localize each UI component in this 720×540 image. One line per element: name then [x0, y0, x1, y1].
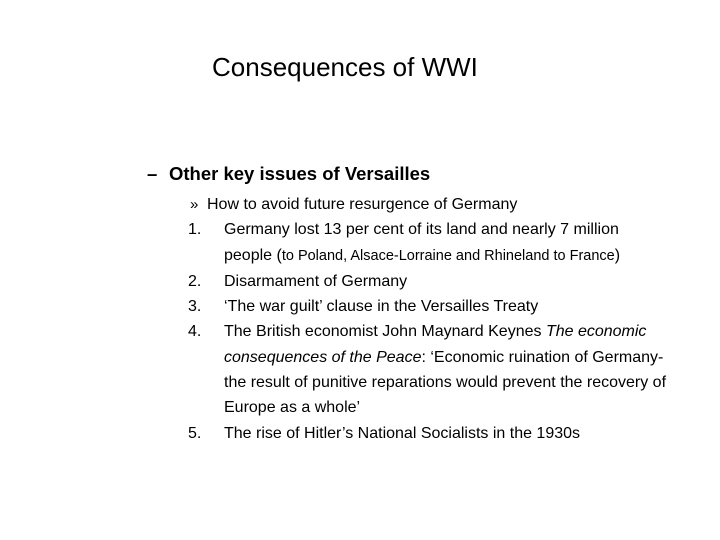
list-item-2 — [188, 269, 688, 294]
subheading — [147, 161, 430, 187]
subheading-text: Other key issues of Versailles — [169, 163, 431, 184]
list-number: 2. — [188, 272, 202, 290]
slide-title: Consequences of WWI — [212, 52, 478, 82]
list-item-1-line1: Germany lost 13 per cent of its land and nearly 7 million — [224, 221, 619, 239]
book-title: The economic consequences of the Peace — [224, 323, 647, 366]
content-list — [188, 192, 688, 446]
list-number: 3. — [188, 298, 202, 316]
list-item-3-text: ‘The war guilt’ clause in the Versailles Treaty — [224, 298, 539, 316]
list-item-4 — [188, 319, 684, 420]
list-number: 5. — [188, 424, 202, 442]
subheading-dash: – — [147, 163, 158, 184]
list-item-1-line2-small: to Poland, Alsace-Lorraine and Rhineland to France — [281, 247, 615, 264]
list-item-2-text: Disarmament of Germany — [224, 272, 408, 290]
list-item-1-line2-main: people ( — [224, 246, 282, 264]
list-item-5 — [188, 421, 688, 446]
intro-bullet: » — [190, 196, 199, 213]
intro-text: How to avoid future resurgence of Germany — [207, 196, 518, 213]
list-item-4-text-after: : ‘Economic ruination of Germany- the result of punitive reparations would prevent the recovery of Europe as a whole’ — [224, 348, 667, 417]
list-number: 1. — [188, 221, 202, 239]
list-item-1-line2 — [224, 243, 688, 269]
list-number: 4. — [188, 323, 202, 341]
list-item-4-text-before: The British economist John Maynard Keynes — [224, 323, 546, 341]
list-item-1-line2-end: ) — [614, 246, 621, 264]
list-item-3 — [188, 294, 688, 319]
intro-item — [188, 192, 688, 217]
list-item-5-text: The rise of Hitler’s National Socialists in the 1930s — [224, 424, 581, 442]
list-item-1 — [188, 217, 688, 269]
